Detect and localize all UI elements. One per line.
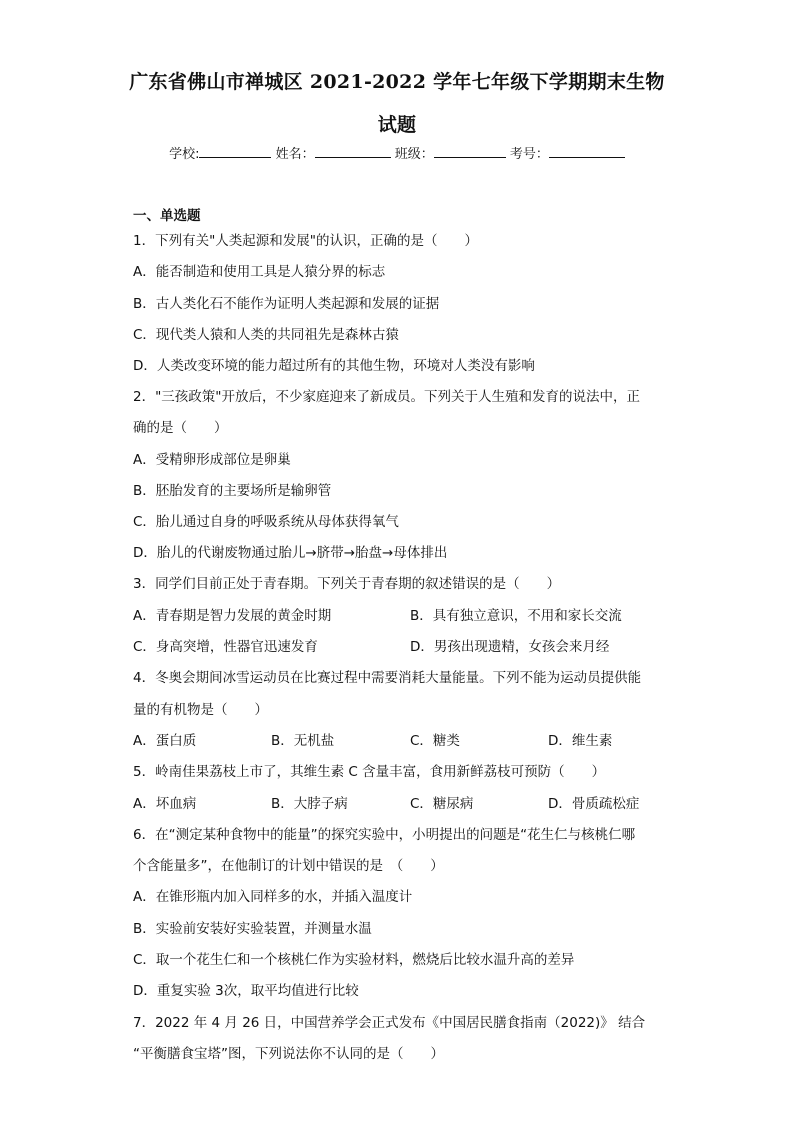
q1-option-d: D．人类改变环境的能力超过所有的其他生物，环境对人类没有影响 — [133, 358, 535, 374]
q2-option-c: C．胎儿通过自身的呼吸系统从母体获得氧气 — [133, 514, 399, 530]
q7-stem-line-2: “平衡膳食宝塔”图，下列说法你不认同的是（ ） — [133, 1046, 444, 1062]
q3-option-c: C．身高突增，性器官迅速发育 — [133, 639, 318, 655]
exam-title-line-1: 广东省佛山市禅城区 2021-2022 学年七年级下学期期末生物 — [129, 71, 665, 93]
q6-stem-line-2: 个含能量多”，在他制订的计划中错误的是 （ ） — [133, 858, 444, 874]
q3-option-d: D．男孩出现遗精，女孩会来月经 — [410, 639, 610, 655]
q3-options-row-2 — [0, 638, 794, 656]
class-blank — [434, 144, 506, 158]
q5-option-c: C．糖尿病 — [410, 796, 474, 812]
q6-option-d: D．重复实验 3次，取平均值进行比较 — [133, 983, 359, 999]
q6-option-a: A．在锥形瓶内加入同样多的水，并插入温度计 — [133, 889, 413, 905]
q4-option-b: B．无机盐 — [271, 733, 335, 749]
q2-stem-line-1: 2．"三孩政策"开放后，不少家庭迎来了新成员。下列关于人生殖和发育的说法中，正 — [133, 389, 641, 405]
q3-stem: 3．同学们目前正处于青春期。下列关于青春期的叙述错误的是（ ） — [133, 576, 561, 592]
exam-title-line-2: 试题 — [377, 114, 417, 136]
q4-option-a: A．蛋白质 — [133, 733, 197, 749]
q4-option-c: C．糖类 — [410, 733, 460, 749]
q1-option-a: A．能否制造和使用工具是人猿分界的标志 — [133, 264, 386, 280]
q2-option-b: B．胚胎发育的主要场所是输卵管 — [133, 483, 332, 499]
q5-stem: 5．岭南佳果荔枝上市了，其维生素 C 含量丰富，食用新鲜荔枝可预防（ ） — [133, 764, 606, 780]
number-label: 考号： — [509, 147, 549, 162]
q3-option-a: A．青春期是智力发展的黄金时期 — [133, 608, 332, 624]
q4-stem-line-2: 量的有机物是（ ） — [133, 702, 268, 718]
q1-stem: 1．下列有关"人类起源和发展"的认识，正确的是（ ） — [133, 233, 479, 249]
q2-stem-line-2: 确的是（ ） — [133, 420, 228, 436]
q5-option-a: A．坏血病 — [133, 796, 197, 812]
q4-option-d: D．维生素 — [548, 733, 613, 749]
q2-option-a: A．受精卵形成部位是卵巢 — [133, 452, 291, 468]
number-blank — [549, 144, 625, 158]
school-blank — [199, 144, 271, 158]
q3-options-row-1 — [0, 607, 794, 625]
name-label: 姓名： — [275, 147, 315, 162]
q6-option-b: B．实验前安装好实验装置，并测量水温 — [133, 921, 372, 937]
q5-option-b: B．大脖子病 — [271, 796, 348, 812]
q5-option-d: D．骨质疏松症 — [548, 796, 640, 812]
q2-option-d: D．胎儿的代谢废物通过胎儿→脐带→胎盘→母体排出 — [133, 545, 448, 561]
q6-stem-line-1: 6．在“测定某种食物中的能量”的探究实验中，小明提出的问题是“花生仁与核桃仁哪 — [133, 827, 636, 843]
q3-option-b: B．具有独立意识，不用和家长交流 — [410, 608, 622, 624]
section-heading: 一、单选题 — [133, 208, 201, 224]
q6-option-c: C．取一个花生仁和一个核桃仁作为实验材料，燃烧后比较水温升高的差异 — [133, 952, 575, 968]
q4-options-row — [0, 732, 794, 750]
name-blank — [315, 144, 391, 158]
q1-option-c: C．现代类人猿和人类的共同祖先是森林古猿 — [133, 327, 399, 343]
q5-options-row — [0, 795, 794, 813]
q4-stem-line-1: 4．冬奥会期间冰雪运动员在比赛过程中需要消耗大量能量。下列不能为运动员提供能 — [133, 670, 642, 686]
q1-option-b: B．古人类化石不能作为证明人类起源和发展的证据 — [133, 296, 440, 312]
q7-stem-line-1: 7．2022 年 4 月 26 日，中国营养学会正式发布《中国居民膳食指南（2022)》 结合 — [133, 1015, 646, 1031]
school-label: 学校: — [169, 147, 200, 162]
student-info-row — [0, 144, 794, 164]
class-label: 班级： — [394, 147, 434, 162]
